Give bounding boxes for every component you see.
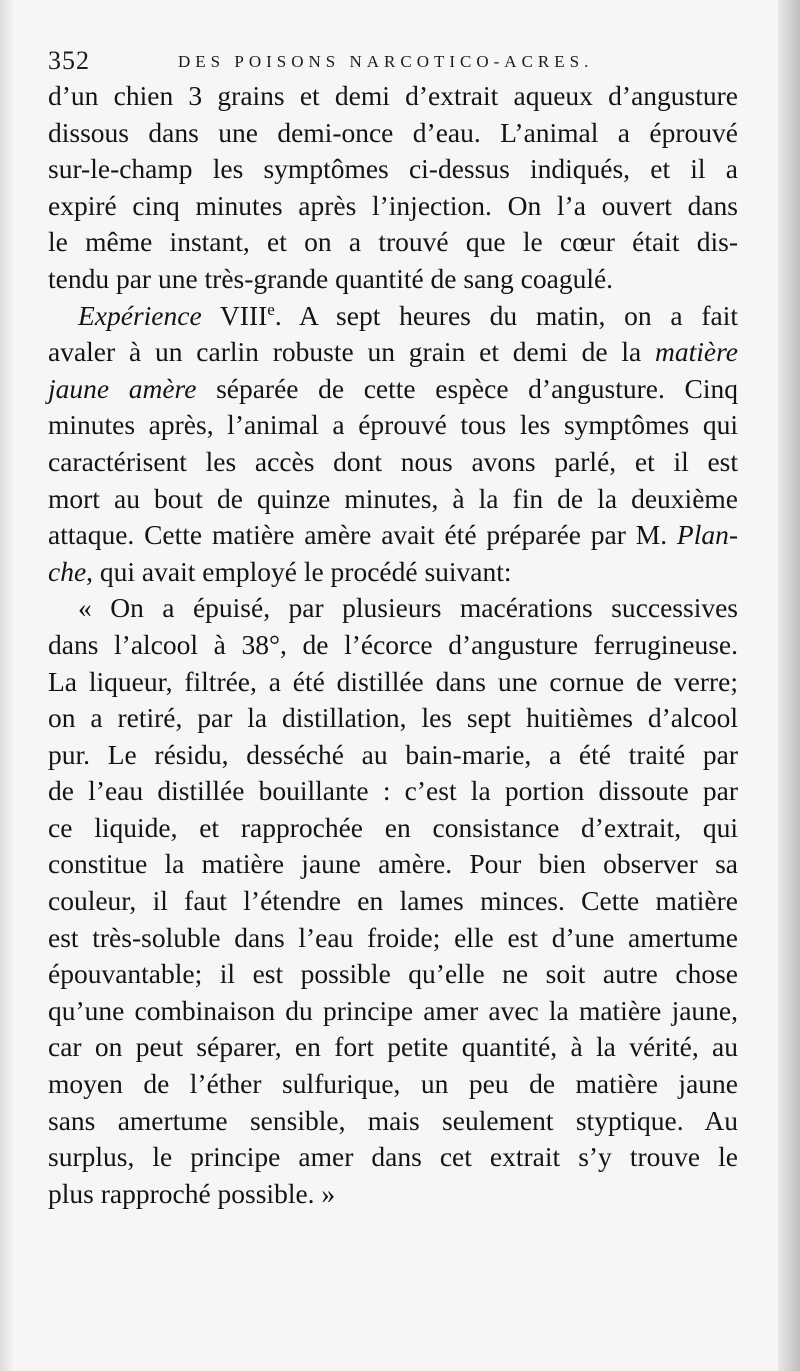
text-line	[48, 188, 738, 225]
text-line	[48, 993, 738, 1030]
text-run: plus rapproché possible. »	[48, 1177, 336, 1209]
text-run: mort au bout de quinze minutes, à la fin de la deuxième	[48, 482, 738, 514]
text-line	[48, 846, 738, 883]
text-run: dissous dans une demi-once d’eau. L’animal a éprouvé	[48, 116, 738, 148]
text-line	[48, 810, 738, 847]
text-line	[48, 261, 738, 298]
italic-text: Expérience	[78, 299, 202, 331]
text-line	[48, 1066, 738, 1103]
text-line	[48, 920, 738, 957]
text-line	[48, 151, 738, 188]
text-run: pur. Le résidu, desséché au bain-marie, a été traité par	[48, 738, 738, 770]
text-line	[48, 956, 738, 993]
text-line	[48, 371, 738, 408]
text-run: on a retiré, par la distillation, les sept huitièmes d’alcool	[48, 702, 738, 734]
text-run: La liqueur, filtrée, a été distillée dans une cornue de verre;	[48, 665, 738, 697]
text-run: moyen de l’éther sulfurique, un peu de matière jaune	[48, 1068, 738, 1100]
text-run: minutes après, l’animal a éprouvé tous les symptômes qui	[48, 409, 738, 441]
text-run: avaler à un carlin robuste un grain et demi de la	[48, 336, 656, 368]
italic-text: Plan-	[676, 519, 738, 551]
text-run: est très-soluble dans l’eau froide; elle est d’une amertume	[48, 921, 738, 953]
body-text	[48, 78, 738, 1212]
text-line	[48, 590, 738, 627]
text-run: , qui avait employé le procédé suivant:	[86, 555, 512, 587]
text-line	[48, 517, 738, 554]
italic-text: che	[48, 555, 87, 587]
text-line	[48, 554, 738, 591]
text-run: constitue la matière jaune amère. Pour bien observer sa	[48, 848, 738, 880]
text-line	[48, 224, 738, 261]
text-line	[48, 481, 738, 518]
text-line	[48, 700, 738, 737]
page-header	[48, 46, 748, 76]
text-line	[48, 1029, 738, 1066]
text-line	[48, 78, 738, 115]
text-run: attaque. Cette matière amère avait été préparée par M.	[48, 519, 677, 551]
text-run: couleur, il faut l’étendre en lames minces. Cette matière	[48, 885, 738, 917]
italic-text: jaune amère	[48, 372, 197, 404]
text-run: sur-le-champ les symptômes ci-dessus indiqués, et il a	[48, 153, 738, 185]
text-run: qu’une combinaison du principe amer avec la matière jaune,	[48, 994, 738, 1026]
text-line	[48, 1176, 738, 1213]
text-run: d’un chien 3 grains et demi d’extrait aqueux d’angusture	[48, 80, 738, 111]
text-run: épouvantable; il est possible qu’elle ne soit autre chose	[48, 958, 738, 990]
text-line	[48, 298, 738, 335]
italic-text: matière	[655, 336, 738, 368]
text-line	[48, 407, 738, 444]
text-run: caractérisent les accès dont nous avons parlé, et il est	[48, 445, 738, 477]
text-line	[48, 1139, 738, 1176]
text-run: tendu par une très-grande quantité de sang coagulé.	[48, 262, 614, 294]
text-run: surplus, le principe amer dans cet extrait s’y trouve le	[48, 1141, 738, 1173]
text-line	[48, 737, 738, 774]
text-run: dans l’alcool à 38°, de l’écorce d’angusture ferrugineuse.	[48, 628, 738, 660]
text-run: . A sept heures du matin, on a fait	[274, 299, 738, 331]
text-line	[48, 883, 738, 920]
text-line	[48, 664, 738, 701]
text-run: car on peut séparer, en fort petite quantité, à la vérité, au	[48, 1031, 738, 1063]
text-line	[48, 334, 738, 371]
page-left-edge	[0, 0, 14, 1371]
text-line	[48, 627, 738, 664]
text-run: VIII	[201, 299, 268, 331]
text-line	[48, 773, 738, 810]
page-number: 352	[48, 46, 90, 75]
running-title: DES POISONS NARCOTICO-ACRES.	[178, 52, 594, 71]
text-line	[48, 115, 738, 152]
text-run: séparée de cette espèce d’angusture. Cinq	[196, 372, 738, 404]
text-line	[48, 444, 738, 481]
text-run: ce liquide, et rapprochée en consistance d’extrait, qui	[48, 811, 738, 843]
superscript-text: e	[267, 299, 275, 319]
text-run: de l’eau distillée bouillante : c’est la portion dissoute par	[48, 775, 738, 807]
page-gutter-shadow	[778, 0, 800, 1371]
text-run: le même instant, et on a trouvé que le cœur était dis-	[48, 226, 738, 258]
text-line	[48, 1103, 738, 1140]
text-run: sans amertume sensible, mais seulement styptique. Au	[48, 1104, 738, 1136]
text-run: expiré cinq minutes après l’injection. On l’a ouvert dans	[48, 189, 738, 221]
text-run: « On a épuisé, par plusieurs macérations successives	[78, 592, 738, 624]
